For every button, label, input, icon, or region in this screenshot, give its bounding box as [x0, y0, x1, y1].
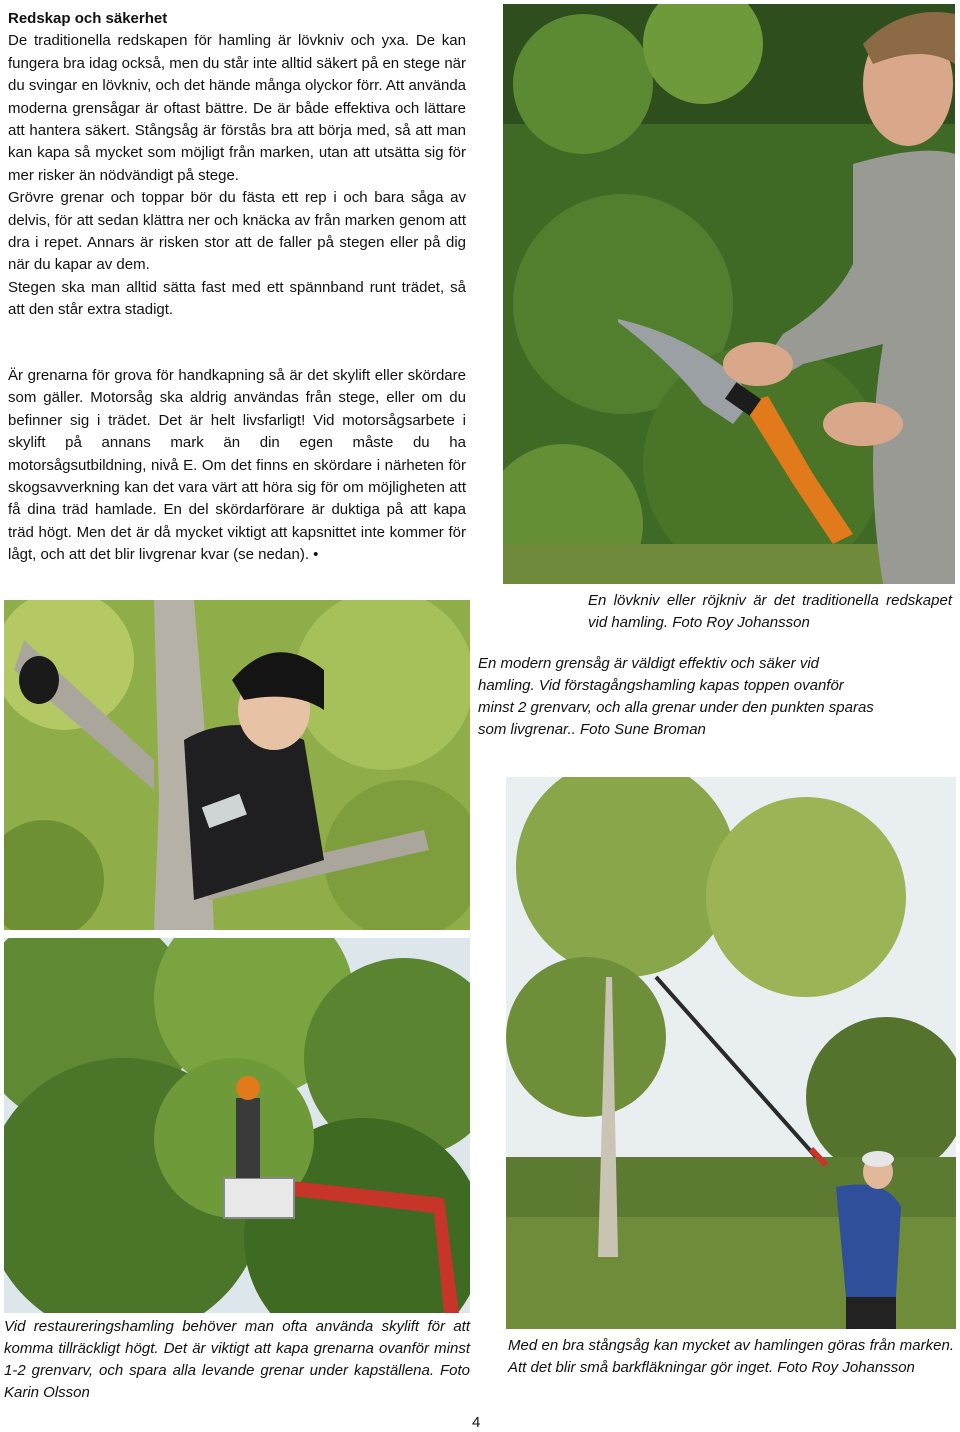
paragraph-1: De traditionella redskapen för hamling är lövkniv och yxa. De kan fungera bra idag också, men du står inte alltid säkert på en stege när du svingar en lövkniv, och det hände många olyckor förr. Att använda moderna grensågar är oftast bättre. De är både effektiva och lättare att hantera säkert. Stångsåg är förstås bra att börja med, så att man kan kapa så mycket som möjligt från marken, utan att utsätta sig för mer risker än nödvändigt på stege.	[8, 32, 466, 184]
photo-grensag	[4, 600, 470, 930]
caption-skylift: Vid restaureringshamling behöver man ofta använda skylift för att komma tillräckligt högt. Det är viktigt att kapa grenarna ovanför minst 1-2 grenvarv, och spara alla levande grenar under kapställena. Foto Karin Olsson	[4, 1318, 470, 1401]
article-body	[8, 8, 466, 322]
photo-stangsag	[506, 777, 956, 1329]
paragraph-2: Grövre grenar och toppar bör du fästa ett rep i och bara såga av delvis, för att sedan klättra ner och knäcka av från marken genom att dra i repet. Annars är risken stor att de faller på stegen eller på dig när du kapar av dem.	[8, 189, 466, 274]
page-number: 4	[472, 1414, 481, 1431]
photo-skylift	[4, 938, 470, 1313]
paragraph-4: Är grenarna för grova för handkapning så är det skylift eller skördare som gäller. Motorsåg ska aldrig användas från stege, eller om du befinner sig i trädet. Det är helt livsfarligt! Vid motorsågsarbete i skylift på annans mark än din egen måste du ha motorsågsutbildning, nivå E. Om det finns en skördare i närheten för skogsavverkning kan det vara värt att höra sig för om möjligheten att få dina träd hamlade. En del skördarförare är duktiga på att kapa träd högt. Men det är då mycket viktigt att kapsnittet inte kommer för lågt, och att det blir livgrenar kvar (se nedan). •	[8, 367, 466, 564]
article-heading: Redskap och säkerhet	[8, 10, 168, 27]
caption-lovkniv: En lövkniv eller röjkniv är det traditionella redskapet vid hamling. Foto Roy Johansson	[588, 592, 952, 631]
paragraph-3: Stegen ska man alltid sätta fast med ett spännband runt trädet, så att den står extra stadigt.	[8, 278, 466, 319]
article-body-continued	[8, 365, 466, 567]
photo-lovkniv	[503, 4, 955, 584]
caption-grensag: En modern grensåg är väldigt effektiv och säker vid hamling. Vid förstagångshamling kapas toppen ovanför minst 2 grenvarv, och alla grenar under den punkten sparas som livgrenar.. Foto Sune Broman	[478, 655, 874, 738]
caption-stangsag: Med en bra stångsåg kan mycket av hamlingen göras från marken. Att det blir små barkfläkningar gör inget. Foto Roy Johansson	[508, 1337, 954, 1376]
